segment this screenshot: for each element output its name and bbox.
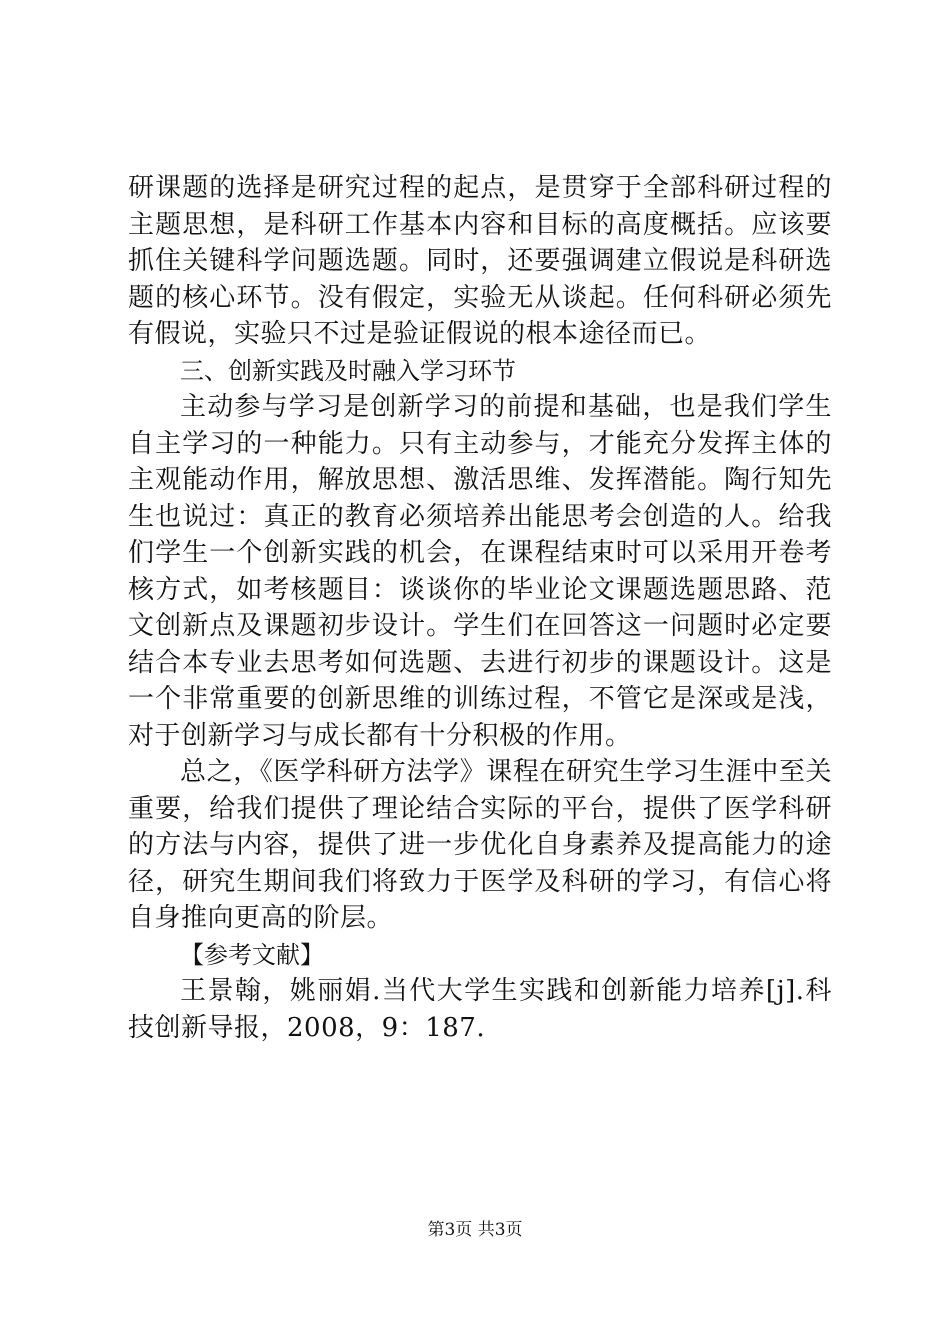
section-heading-3: 三、创新实践及时融入学习环节 bbox=[180, 356, 516, 385]
paragraph-conclusion: 总之，《医学科研方法学》课程在研究生学习生涯中至关重要，给我们提供了理论结合实际的平台，提供了医学科研的方法与内容，提供了进一步优化自身素养及提高能力的途径，研究生期间我们将致力于医学及科研的学习，有信心将自身推向更高的阶层。 bbox=[128, 757, 832, 933]
document-body bbox=[128, 170, 832, 1046]
reference-item: 王景翰，姚丽娟.当代大学生实践和创新能力培养[j].科技创新导报，2008，9：187. bbox=[128, 976, 832, 1043]
paragraph-topic-selection: 研课题的选择是研究过程的起点，是贯穿于全部科研过程的主题思想，是科研工作基本内容和目标的高度概括。应该要抓住关键科学问题选题。同时，还要强调建立假说是科研选题的核心环节。没有假定，实验无从谈起。任何科研必须先有假说，实验只不过是验证假说的根本途径而已。 bbox=[128, 173, 832, 349]
references-heading: 【参考文献】 bbox=[180, 940, 324, 969]
paragraph-innovation-practice: 主动参与学习是创新学习的前提和基础，也是我们学生自主学习的一种能力。只有主动参与，才能充分发挥主体的主观能动作用，解放思想、激活思维、发挥潜能。陶行知先生也说过：真正的教育必须培养出能思考会创造的人。给我们学生一个创新实践的机会，在课程结束时可以采用开卷考核方式，如考核题目：谈谈你的毕业论文课题选题思路、范文创新点及课题初步设计。学生们在回答这一问题时必定要结合本专业去思考如何选题、去进行初步的课题设计。这是一个非常重要的创新思维的训练过程，不管它是深或是浅，对于创新学习与成长都有十分积极的作用。 bbox=[128, 392, 832, 751]
page-footer: 第3页 共3页 bbox=[427, 1220, 523, 1240]
